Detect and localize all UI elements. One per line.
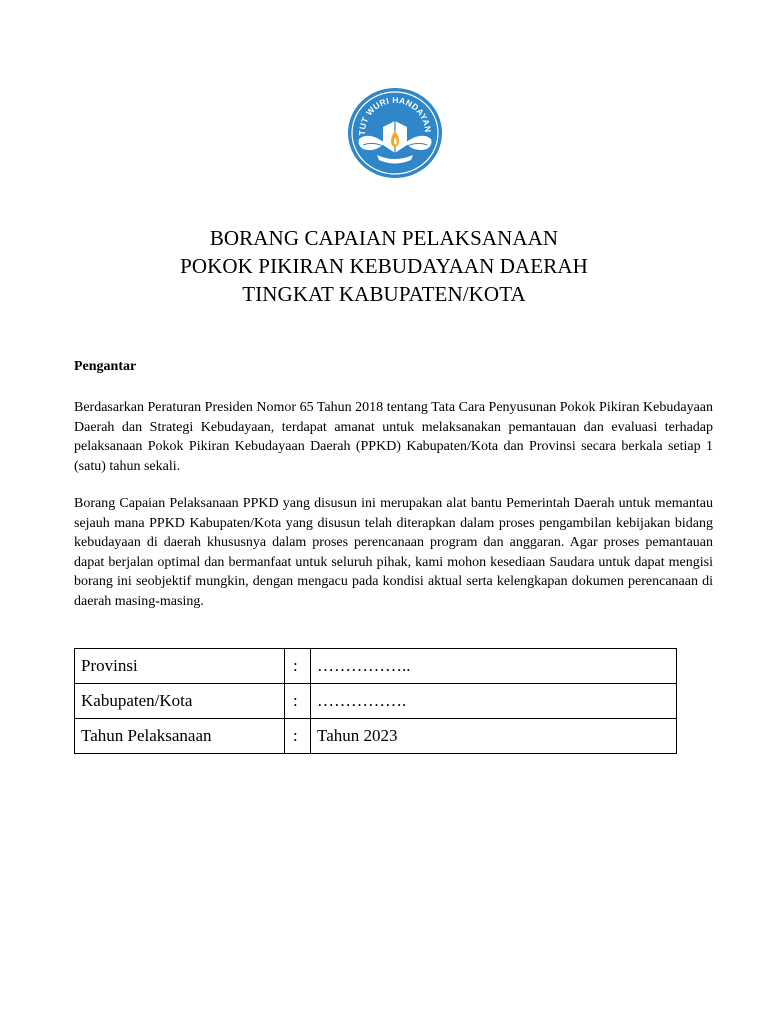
row-label: Tahun Pelaksanaan (75, 719, 285, 754)
kabupaten-kota-field[interactable]: ……………. (311, 684, 677, 719)
intro-paragraph-2: Borang Capaian Pelaksanaan PPKD yang disusun ini merupakan alat bantu Pemerintah Daerah untuk memantau sejauh mana PPKD Kabupaten/Kota yang disusun telah diterapkan dalam proses pengambilan kebijakan bidang kebudayaan di daerah khususnya dalam proses perencanaan program dan anggaran. Agar proses pemantauan dapat berjalan optimal dan bermanfaat untuk seluruh pihak, kami mohon kesediaan Saudara untuk dapat mengisi borang ini seobjektif mungkin, dengan mengacu pada kondisi aktual serta kelengkapan dokumen perencanaan di daerah masing-masing. (74, 496, 713, 609)
logo-motto: TUT WURI HANDAYAN (356, 94, 434, 136)
tahun-pelaksanaan-field[interactable]: Tahun 2023 (311, 719, 677, 754)
row-label: Kabupaten/Kota (75, 684, 285, 719)
document-title (0, 224, 768, 308)
identity-table (74, 648, 677, 754)
intro-heading: Pengantar (74, 359, 137, 374)
table-row-provinsi (75, 649, 677, 684)
title-line-3: TINGKAT KABUPATEN/KOTA (242, 282, 526, 306)
row-label: Provinsi (75, 649, 285, 684)
tut-wuri-handayani-logo (347, 87, 443, 179)
table-row-tahun-pelaksanaan (75, 719, 677, 754)
provinsi-field[interactable]: …………….. (311, 649, 677, 684)
title-line-2: POKOK PIKIRAN KEBUDAYAAN DAERAH (180, 254, 588, 278)
row-colon: : (285, 684, 311, 719)
intro-paragraph-1: Berdasarkan Peraturan Presiden Nomor 65 Tahun 2018 tentang Tata Cara Penyusunan Pokok Pikiran Kebudayaan Daerah dan Strategi Kebudayaan, terdapat amanat untuk melaksanakan pemantauan dan evaluasi terhadap pelaksanaan Pokok Pikiran Kebudayaan Daerah (PPKD) Kabupaten/Kota dan Provinsi secara berkala setiap 1 (satu) tahun sekali. (74, 400, 713, 474)
row-colon: : (285, 719, 311, 754)
row-colon: : (285, 649, 311, 684)
title-line-1: BORANG CAPAIAN PELAKSANAAN (209, 226, 559, 250)
table-row-kabupaten-kota (75, 684, 677, 719)
